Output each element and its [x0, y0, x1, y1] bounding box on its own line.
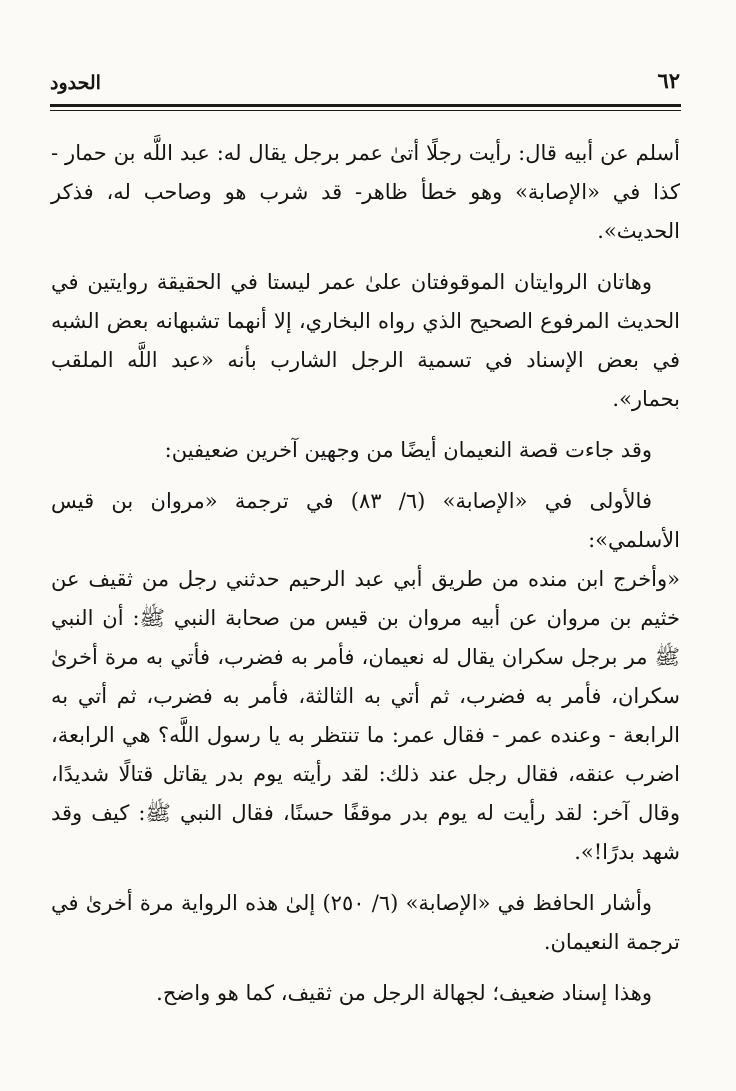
page-body	[51, 134, 680, 1013]
paragraph-two-narrations: وهاتان الروايتان الموقوفتان علىٰ عمر ليستا في الحقيقة روايتين في الحديث المرفوع الصحيح الذي رواه البخاري، إلا أنهما تشبهانه بعض الشبه في بعض الإسناد في تسمية الرجل الشارب بأنه «عبد اللَّه الملقب بحمار».	[51, 270, 680, 411]
paragraph-continuation: أسلم عن أبيه قال: رأيت رجلًا أتىٰ عمر برجل يقال له: عبد اللَّه بن حمار - كذا في «الإصابة» وهو خطأ ظاهر- قد شرب هو وصاحب له، فذكر الحديث».	[51, 141, 680, 243]
header-rule-thin	[50, 110, 681, 111]
paragraph-conclusion: وهذا إسناد ضعيف؛ لجهالة الرجل من ثقيف، كما هو واضح.	[156, 981, 652, 1005]
paragraph-first-source: فالأولى في «الإصابة» (٦/ ٨٣) في ترجمة «مروان بن قيس الأسلمي»:	[51, 489, 680, 552]
paragraph-nuayman-intro: وقد جاءت قصة النعيمان أيضًا من وجهين آخرين ضعيفين:	[164, 438, 652, 462]
page-number: ٦٢	[657, 68, 680, 93]
chapter-title: الحدود	[50, 72, 101, 94]
running-header	[50, 58, 680, 98]
header-rule-thick	[50, 104, 681, 107]
paragraph-hafiz-reference: وأشار الحافظ في «الإصابة» (٦/ ٢٥٠) إلىٰ هذه الرواية مرة أخرىٰ في ترجمة النعيمان.	[51, 891, 680, 954]
quoted-hadith: «وأخرج ابن منده من طريق أبي عبد الرحيم حدثني رجل من ثقيف عن خثيم بن مروان عن أبيه مروان بن قيس من صحابة النبي ﷺ: أن النبي ﷺ مر برجل سكران يقال له نعيمان، فأمر به فضرب، فأتي به مرة أخرىٰ سكران، فأمر به فضرب، ثم أتي به الثالثة، فأمر به فضرب، ثم أتي به الرابعة - وعنده عمر - فقال عمر: ما تنتظر به يا رسول اللَّه؟ هي الرابعة، اضرب عنقه، فقال رجل عند ذلك: لقد رأيته يوم بدر يقاتل قتالًا شديدًا، وقال آخر: لقد رأيت له يوم بدر موقفًا حسنًا، فقال النبي ﷺ: كيف وقد شهد بدرًا!».	[51, 567, 680, 864]
